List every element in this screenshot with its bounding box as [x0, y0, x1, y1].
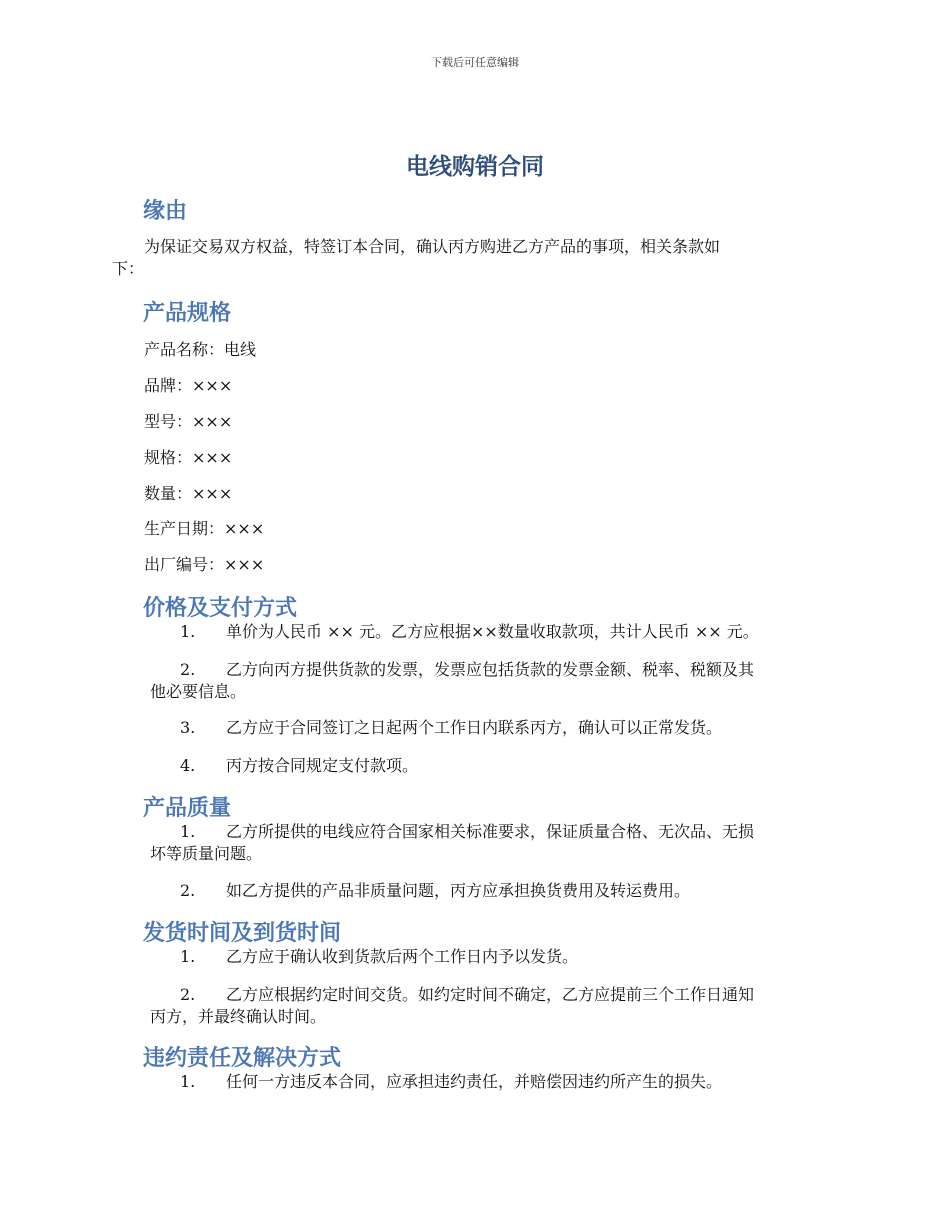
section-heading-spec: 产品规格 — [143, 301, 232, 326]
reason-text-line2: 下： — [112, 259, 145, 278]
spec-field-date: 生产日期：××× — [144, 519, 265, 538]
price-item-2-text: 乙方向丙方提供货款的发票，发票应包括货款的发票金额、税率、税额及其 — [226, 660, 755, 679]
spec-field-size: 规格：××× — [144, 448, 233, 467]
price-item-3-num: 3. — [180, 718, 196, 737]
quality-item-1-text-cont: 坏等质量问题。 — [150, 844, 263, 863]
quality-item-1-num: 1. — [180, 822, 196, 841]
section-heading-price: 价格及支付方式 — [143, 596, 298, 621]
price-item-1-text: 单价为人民币 ×× 元。乙方应根据××数量收取款项，共计人民币 ×× 元。 — [226, 622, 759, 641]
spec-field-model: 型号：××× — [144, 412, 233, 431]
price-item-2-text-cont: 他必要信息。 — [150, 682, 247, 701]
section-heading-reason: 缘由 — [143, 199, 188, 224]
delivery-item-1-num: 1. — [180, 947, 196, 966]
section-heading-quality: 产品质量 — [143, 796, 232, 821]
spec-field-quantity: 数量：××× — [144, 484, 233, 503]
header-note: 下载后可任意编辑 — [431, 56, 519, 69]
price-item-3-text: 乙方应于合同签订之日起两个工作日内联系丙方，确认可以正常发货。 — [226, 718, 723, 737]
spec-field-brand: 品牌：××× — [144, 376, 233, 395]
price-item-4-num: 4. — [180, 756, 196, 775]
quality-item-2-text: 如乙方提供的产品非质量问题，丙方应承担换货费用及转运费用。 — [226, 881, 691, 900]
reason-text-line1: 为保证交易双方权益，特签订本合同，确认丙方购进乙方产品的事项，相关条款如 — [144, 237, 721, 256]
delivery-item-1-text: 乙方应于确认收到货款后两个工作日内予以发货。 — [226, 947, 579, 966]
breach-item-1-num: 1. — [180, 1072, 196, 1091]
section-heading-delivery: 发货时间及到货时间 — [143, 921, 342, 946]
document-title: 电线购销合同 — [406, 154, 544, 180]
delivery-item-2-text: 乙方应根据约定时间交货。如约定时间不确定，乙方应提前三个工作日通知 — [226, 985, 755, 1004]
spec-field-serial: 出厂编号：××× — [144, 555, 265, 574]
price-item-1-num: 1. — [180, 622, 196, 641]
quality-item-1-text: 乙方所提供的电线应符合国家相关标准要求，保证质量合格、无次品、无损 — [226, 822, 755, 841]
delivery-item-2-num: 2. — [180, 985, 196, 1004]
delivery-item-2-text-cont: 丙方，并最终确认时间。 — [150, 1007, 327, 1026]
price-item-2-num: 2. — [180, 660, 196, 679]
spec-field-name: 产品名称：电线 — [144, 340, 257, 359]
section-heading-breach: 违约责任及解决方式 — [143, 1046, 342, 1071]
breach-item-1-text: 任何一方违反本合同，应承担违约责任，并赔偿因违约所产生的损失。 — [226, 1072, 723, 1091]
price-item-4-text: 丙方按合同规定支付款项。 — [226, 756, 419, 775]
quality-item-2-num: 2. — [180, 881, 196, 900]
